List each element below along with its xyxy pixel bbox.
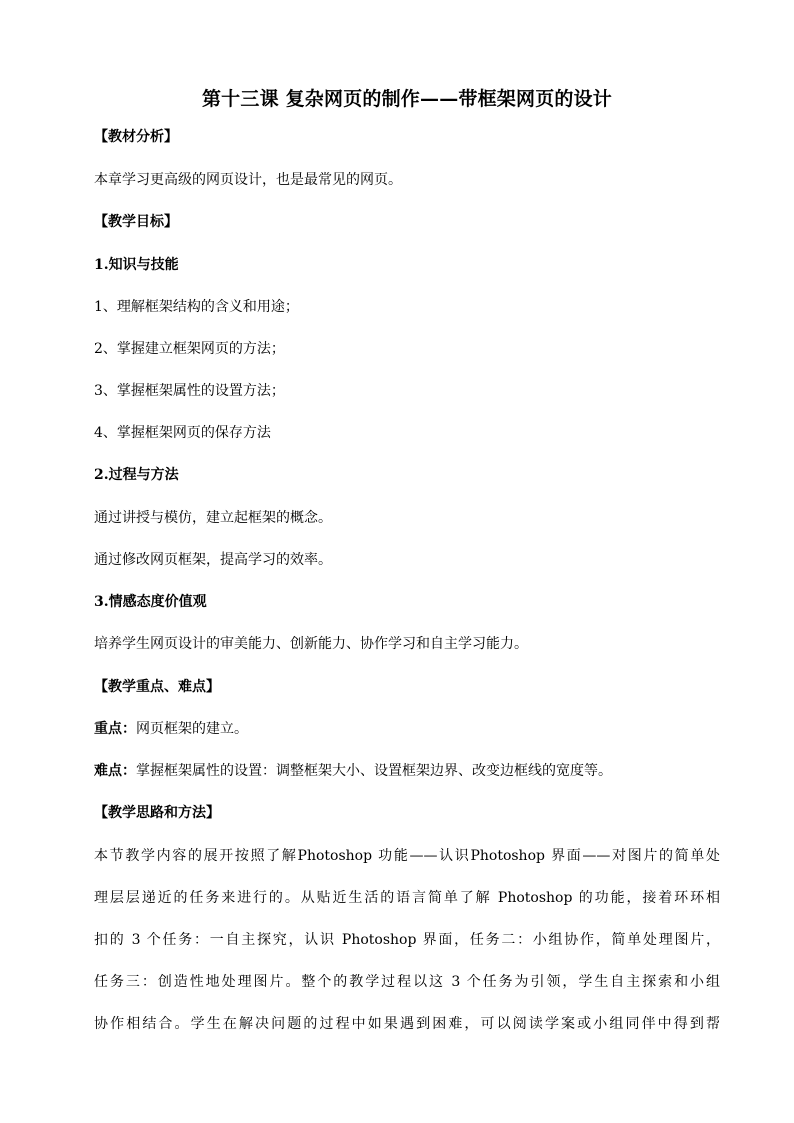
method-heading: 【教学思路和方法】	[94, 805, 220, 821]
method-line: 扣的 3 个任务：一自主探究，认识 Photoshop 界面，任务二：小组协作，简单处理图片，	[94, 932, 720, 948]
difficult-text: 掌握框架属性的设置：调整框架大小、设置框架边界、改变边框线的宽度等。	[136, 763, 612, 779]
goal2-item: 通过讲授与模仿，建立起框架的概念。	[94, 510, 332, 526]
goal3-heading: 3.情感态度价值观	[94, 594, 207, 610]
difficult-point	[94, 761, 612, 781]
goal1-item: 1、理解框架结构的含义和用途；	[94, 299, 299, 315]
goal2-heading: 2.过程与方法	[94, 467, 179, 483]
goal1-item: 3、掌握框架属性的设置方法；	[94, 383, 285, 399]
goal2-item: 通过修改网页框架，提高学习的效率。	[94, 552, 332, 568]
key-label: 重点：	[94, 721, 136, 737]
goal1-heading: 1.知识与技能	[94, 257, 179, 273]
goal3-text: 培养学生网页设计的审美能力、创新能力、协作学习和自主学习能力。	[94, 636, 528, 652]
goal1-item: 4、掌握框架网页的保存方法	[94, 425, 271, 441]
method-line: 理层层递近的任务来进行的。从贴近生活的语言简单了解 Photoshop 的功能，接着环环相	[94, 890, 720, 906]
goal1-item: 2、掌握建立框架网页的方法；	[94, 341, 285, 357]
difficult-label: 难点：	[94, 763, 136, 779]
method-line: 本节教学内容的展开按照了解Photoshop 功能——认识Photoshop 界面——对图片的简单处	[94, 848, 720, 864]
material-text: 本章学习更高级的网页设计，也是最常见的网页。	[94, 172, 402, 188]
goals-heading: 【教学目标】	[94, 214, 178, 230]
method-line: 协作相结合。学生在解决问题的过程中如果遇到困难，可以阅读学案或小组同伴中得到帮	[94, 1016, 720, 1032]
page-title: 第十三课 复杂网页的制作——带框架网页的设计	[201, 88, 613, 110]
key-heading: 【教学重点、难点】	[94, 679, 220, 695]
method-line: 任务三：创造性地处理图片。整个的教学过程以这 3 个任务为引领，学生自主探索和小组	[94, 974, 720, 990]
key-point	[94, 719, 248, 739]
material-heading: 【教材分析】	[94, 129, 178, 145]
key-text: 网页框架的建立。	[136, 721, 248, 737]
